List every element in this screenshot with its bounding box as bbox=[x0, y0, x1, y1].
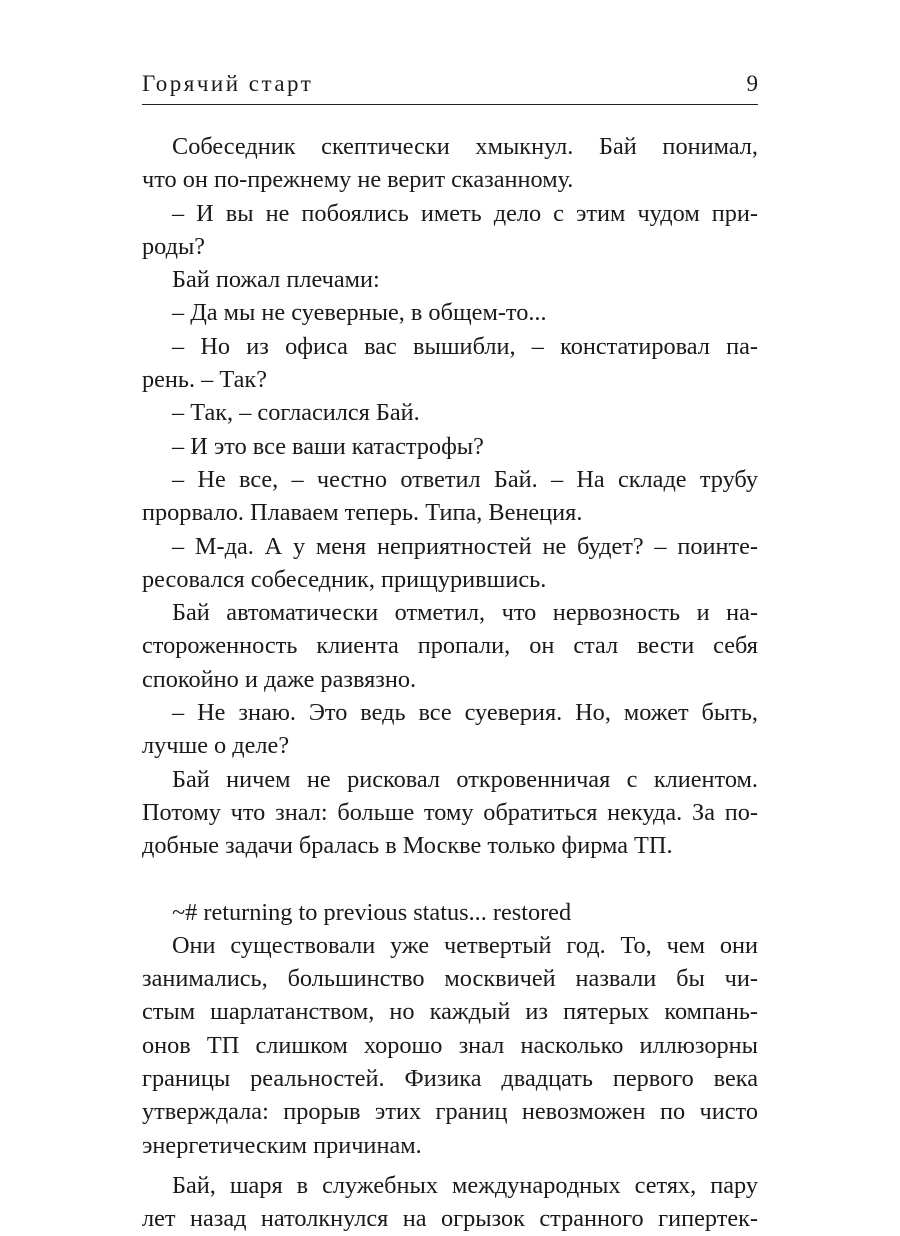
text-line: – Не знаю. Это ведь все суеверия. Но, может быть, bbox=[172, 699, 758, 727]
page-number: 9 bbox=[746, 71, 758, 96]
text-line: что он по-прежнему не верит сказанному. bbox=[142, 166, 574, 194]
text-line: – И это все ваши катастрофы? bbox=[172, 432, 484, 460]
text-line: добные задачи бралась в Москве только фирма ТП. bbox=[142, 832, 673, 860]
text-line: роды? bbox=[142, 232, 206, 260]
running-title: Горячий старт bbox=[142, 71, 314, 96]
text-line: границы реальностей. Физика двадцать первого века bbox=[142, 1065, 758, 1093]
text-line: Бай автоматически отметил, что нервозность и на- bbox=[172, 599, 758, 627]
text-line: энергетическим причинам. bbox=[142, 1131, 422, 1159]
text-line: лучше о деле? bbox=[142, 732, 290, 760]
section-marker: ~# returning to previous status... restored bbox=[172, 898, 572, 926]
text-line: – Не все, – честно ответил Бай. – На складе трубу bbox=[172, 465, 758, 493]
text-line: спокойно и даже развязно. bbox=[142, 665, 417, 693]
text-line: – Да мы не суеверные, в общем-то... bbox=[172, 299, 547, 327]
text-line: Бай, шаря в служебных международных сетях, пару bbox=[172, 1171, 758, 1199]
text-line: – И вы не побоялись иметь дело с этим чудом при- bbox=[172, 199, 758, 227]
text-line: утверждала: прорыв этих границ невозможен по чисто bbox=[142, 1098, 758, 1126]
text-line: стороженность клиента пропали, он стал вести себя bbox=[142, 632, 758, 660]
text-line: – Но из офиса вас вышибли, – констатировал па- bbox=[172, 332, 758, 360]
text-line: Бай ничем не рисковал откровенничая с клиентом. bbox=[172, 765, 758, 793]
text-line: прорвало. Плаваем теперь. Типа, Венеция. bbox=[142, 499, 583, 527]
text-line: – Так, – согласился Бай. bbox=[172, 399, 420, 427]
text-body bbox=[142, 130, 758, 1236]
text-line: – М-да. А у меня неприятностей не будет? – поинте- bbox=[172, 532, 758, 560]
text-line: лет назад натолкнулся на огрызок странного гипертек- bbox=[142, 1205, 758, 1233]
text-line: онов ТП слишком хорошо знал насколько иллюзорны bbox=[142, 1031, 758, 1059]
text-line: рень. – Так? bbox=[142, 366, 267, 394]
text-line: ресовался собеседник, прищурившись. bbox=[142, 565, 547, 593]
text-line: занимались, большинство москвичей назвали бы чи- bbox=[142, 965, 758, 993]
text-line: Бай пожал плечами: bbox=[172, 266, 380, 294]
text-line: стым шарлатанством, но каждый из пятерых компань- bbox=[142, 998, 758, 1026]
text-line: Потому что знал: больше тому обратиться некуда. За по- bbox=[142, 798, 758, 826]
text-line: Собеседник скептически хмыкнул. Бай понимал, bbox=[172, 133, 758, 160]
page-header bbox=[142, 70, 758, 105]
text-line: Они существовали уже четвертый год. То, чем они bbox=[172, 931, 758, 959]
